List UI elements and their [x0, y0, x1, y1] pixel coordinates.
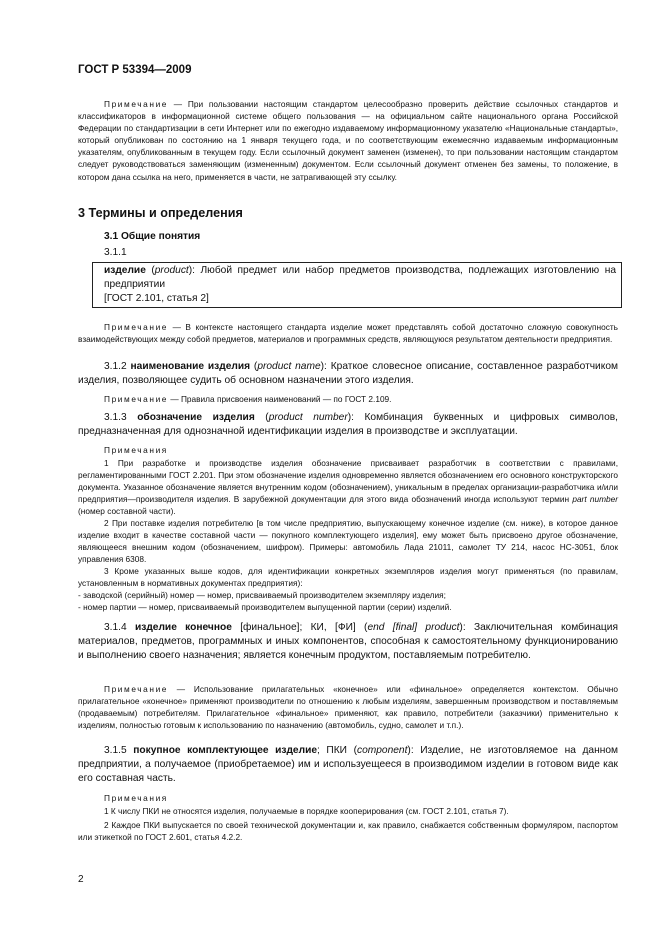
term-3-1-2: 3.1.2 наименование изделия (product name): Краткое словесное описание, составленное разработчиком изделия, позволяющее судить об основном назначении этого изделия. [78, 361, 618, 386]
term-3-1-1-source: [ГОСТ 2.101, статья 2] [104, 293, 209, 304]
term-3-1-3-note-3-item-1: - заводской (серийный) номер — номер, присваиваемый производителем экземпляру изделия; [78, 590, 446, 600]
term-3-1-1-def-text: Любой предмет или набор предметов производства, подлежащих изготовлению на предприятии [104, 265, 616, 290]
term-3-1-4-term: изделие конечное [135, 622, 232, 633]
term-3-1-4-note: Примечание — Использование прилагательных «конечное» или «финальное» определяется контекстом. Обычно прилагательное «конечное» применяют производители по отношению к любым изделиям, завершенным производством и поставляемым (продаваемым) потребителям. Прилагательное «финальное» применяют, как правило, потребители (заказчики) применительно к изделиям, полностью готовым к использованию по назначению (автомобиль, судно, самолет и т.п.). [78, 684, 618, 731]
term-3-1-3: 3.1.3 обозначение изделия (product number): Комбинация буквенных и цифровых символов, предназначенная для однозначной идентификации изделия в производстве и эксплуатации. [78, 412, 618, 437]
term-3-1-4: 3.1.4 изделие конечное [финальное]; КИ, [ФИ] (end [final] product): Заключительная комбинация материалов, предметов, программных и иных компонентов, способная к самостоятельному функционированию и выполнению своего назначения; является конечным продуктом, поставляемым потребителю. [78, 622, 618, 661]
term-number-3-1-1: 3.1.1 [104, 247, 127, 258]
term-3-1-5-term: покупное комплектующее изделие [133, 745, 317, 756]
term-3-1-1-foreign: product [154, 265, 189, 276]
term-3-1-3-term: обозначение изделия [137, 412, 255, 423]
intro-note: Примечание — При пользовании настоящим стандартом целесообразно проверить действие ссылочных стандартов и классификаторов в информационной системе общего пользования — на официальном сайте национального органа Российской Федерации по стандартизации в сети Интернет или по ежегодно издаваемому информационному указателю «Национальные стандарты», который опубликован по состоянию на 1 января текущего года, и по соответствующим ежемесячно издаваемым информационным указателям, опубликованным в текущем году. Если ссылочный документ заменен (изменен), то при пользовании настоящим стандартом следует руководствоваться заменяющим (измененным) документом. Если ссылочный документ отменен без замены, то положение, в котором дана ссылка на него, применяется в части, не затрагивающей эту ссылку. [78, 99, 618, 182]
term-3-1-5: 3.1.5 покупное комплектующее изделие; ПКИ (component): Изделие, не изготовляемое на данном предприятии, а получаемое (приобретаемое) им и используещееся в производимом изделии в готовом виде как его составная часть. [78, 745, 618, 784]
term-3-1-3-notes-label: Примечания [104, 445, 168, 455]
document-header: ГОСТ Р 53394—2009 [78, 64, 192, 76]
term-3-1-1-note: Примечание — В контексте настоящего стандарта изделие может представлять собой достаточно сложную совокупность взаимодействующих между собой предметов, материалов и программных средств, являющуюся результатом деятельности предприятия. [78, 322, 618, 345]
intro-note-text: При пользовании настоящим стандартом целесообразно проверить действие ссылочных стандартов и классификаторов в информационной системе общего пользования — на официальном сайте национального органа Российской Федерации по стандартизации в сети Интернет или по ежегодно издаваемому информационному указателю «Национальные стандарты», который опубликован по состоянию на 1 января текущего года, и по соответствующим ежемесячно издаваемым информационным указателям, опубликованным в текущем году. Если ссылочный документ заменен (изменен), то при пользовании настоящим стандартом следует руководствоваться заменяющим (измененным) документом. Если ссылочный документ отменен без замены, то положение, в котором дана ссылка на него, применяется в части, не затрагивающей эту ссылку. [78, 99, 618, 182]
term-3-1-5-note-2: 2 Каждое ПКИ выпускается по своей технической документации и, как правило, снабжается собственным формуляром, паспортом или этикеткой по ГОСТ 2.601, статья 4.2.2. [78, 820, 618, 843]
page-number: 2 [78, 874, 84, 885]
term-3-1-3-note-2: 2 При поставке изделия потребителю [в том числе предприятию, выпускающему конечное изделие (см. ниже), в которое данное изделие входит в качестве составной части — покупного комплектующего изделия], ему может быть присвоено другое обозначение, являющееся внешним кодом (обозначением, шифром). Примеры: автомобиль Лада 21011, самолет ТУ 214, насос НС-3051, блок управления 6308. [78, 518, 618, 565]
term-3-1-2-term: наименование изделия [130, 361, 251, 372]
note-label: Примечание [104, 99, 169, 109]
term-3-1-3-note-3-item-2: - номер партии — номер, присваиваемый производителем выпущенной партии (серии) изделий. [78, 602, 452, 612]
term-3-1-2-note: Примечание — Правила присвоения наименований — по ГОСТ 2.109. [104, 394, 392, 404]
term-3-1-3-note-1: 1 При разработке и производстве изделия обозначение присваивает разработчик в соответствии с правилами, регламентированными ГОСТ 2.201. При этом обозначение изделия одновременно является обозначением его основного конструкторского документа. Указанное обозначение является внутренним кодом (обозначением), уникальным в пределах организации-разработчика и/или предприятия—производителя изделия. В зарубежной документации для этого вида обозначений иногда используют термин part number (номер составной части). [78, 458, 618, 517]
term-3-1-5-note-1: 1 К числу ПКИ не относятся изделия, получаемые в порядке кооперирования (см. ГОСТ 2.101, статья 7). [104, 806, 509, 816]
term-3-1-1-term: изделие [104, 265, 146, 276]
section-title: 3 Термины и определения [78, 206, 243, 220]
term-3-1-3-note-3: 3 Кроме указанных выше кодов, для идентификации конкретных экземпляров изделия могут применяться (по правилам, установленным в нормативных документах предприятия): [78, 566, 618, 589]
subsection-title: 3.1 Общие понятия [104, 231, 201, 242]
term-3-1-1-definition: изделие (product): Любой предмет или набор предметов производства, подлежащих изготовлению на предприятии [ГОСТ 2.101, статья 2] [104, 265, 616, 304]
term-3-1-5-notes-label: Примечания [104, 793, 168, 803]
